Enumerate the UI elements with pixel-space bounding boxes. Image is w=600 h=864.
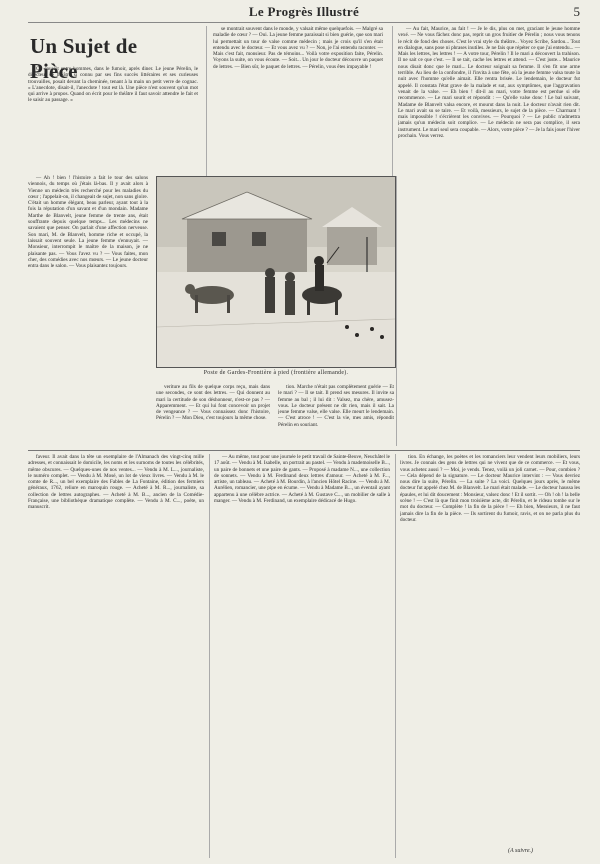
column-divider: [395, 454, 396, 858]
column-divider: [396, 176, 397, 446]
article-column-2-bottom-right: [278, 384, 394, 446]
paragraph: — Au même, tout pour une journée le petit travail de Sainte-Beuve, Neuchâtel le 17 août. — Vendu à M. Isabelle, un portrait au pastel. — Vendu à mademoiselle B..., un paire de bonnets et une paire de gants. — Proposé à madame N..., une collection de sonnets. — Vendu à M. Ferdinand deux lettres d'amour. — Acheté à M. F..., artiste, un tableau. — Acheté à M. Bourdin, à l'ancien Hôtel Racine. — Vendu à M. Aurélien, romancier, une pipe en écume. — Vendu à Madame B..., un éventail ayant appartenu à une célèbre actrice. — Acheté à M. Gustave C..., un mobilier de salle à manger. — Vendu à M. Ferdinand, un exemplaire dédicacé de Hugo.: [214, 454, 390, 505]
article-column-1-top: [28, 66, 198, 172]
section-rule: [28, 450, 580, 451]
paragraph: faveur. Il avait dans la tête un exemplaire de l'Almanach des vingt-cinq mille adresses, et connaissait le domicile, les noms et les surnoms de toutes les célébrités, même obscures. — Quelques-unes de nos ventes... — Vendu à M. L..., journaliste, le numéro complet. — Vendu à M. Mosé, un lot de vieux livres. — Vendu à M. le comte de R..., un bel exemplaire des Fables de La Fontaine, édition des fermiers généraux, 1762, reliure en maroquin rouge. — Acheté à M. R..., journaliste, sa collection de lettres autographes. — Acheté à M. B..., ancien de la Comédie-Française, une bibliothèque dramatique complète. — Vendu à M. C..., poète, un manuscrit.: [28, 454, 204, 511]
article-headline: Un Sujet de Pièce: [30, 34, 138, 83]
paragraph: se montrait souvent dans le monde, y valsait même quelquefois. — Malgré sa maladie de cœur ? — Oui. La jeune femme paraissait si bien guérie, que son mari lui permettait un tour de valse comme médecin ; mais je crois qu'il s'en était entendu avec le docteur. — Et vous avez vu ? — Non, je l'ai entendu raconter. — Mais c'est fait, monsieur. Pas de témoins... Voilà votre exposition faite, Pérelin. Voyons la suite, on vous écoute. — Soit... Un jour le docteur découvre un paquet de lettres. — Bien sûr, le paquet de lettres. — Pérelin, vous êtes impayable !: [213, 26, 383, 70]
article-column-1-mid: [28, 175, 148, 441]
article-column-2-top: [213, 26, 383, 172]
illustration: [156, 176, 396, 368]
bottom-column-2: [214, 454, 390, 858]
paragraph: On causait entre hommes, dans le fumoir, après diner. Le jeune Pérelin, le directeur de théâtre si connu par ses fins succès littéraires et ses curieuses trouvailles, posait devant la cheminée, tenant à la main un petit verre de cognac. « L'anecdote, disait-il, l'anecdote ! tout est là. Une pièce n'est souvent qu'un mot qui arrive à propos. Quand on écrit pour le théâtre il faut savoir attendre le fait et le saisir au passage. »: [28, 66, 198, 104]
column-divider: [206, 26, 207, 176]
column-divider: [209, 454, 210, 858]
paragraph: — Ah ! bien ! l'histoire a fait le tour des salons viennois, du temps où j'étais là-bas. Il y avait alors à Vienne un médecin très recherché pour les maladies du cœur ; l'appelait-on, il changeait de sujet, non sans gloire. C'était un homme élégant, beau parleur, ayant tout à la fois la réputation d'un savant et d'un mondain. Madame Marthe de Blanvelt, jeune femme de trente ans, était souffrante depuis quelque temps... Les médecins ne savaient que penser. On parlait d'une affection nerveuse. Son mari, M. de Blanvelt, homme riche et occupé, la laissait souvent seule. La jeune femme s'ennuyait. — Monsieur, interrompit le maître de la maison, je ne plaisante pas. — Vous l'avez vu ? — Vous faites, mon cher, des comédies avec nos mœurs. — Le jeune docteur entra dans le salon. — Vous plaisantez toujours.: [28, 175, 148, 270]
column-divider: [392, 26, 393, 176]
to-be-continued: (A suivre.): [508, 848, 533, 854]
paragraph: — Au fait, Maurice, au fait ! — Je le dis, plus on met, graciant le jeune homme vexé. — Ne vous fâchez donc pas, reprit un gros fruitier de Pérelin ; nous vous tenons le récit de fond des choses. C'est le vrai style du théâtre... Voyez Scribe, Sardou... Tout en dialogue, sans pose ni phrases inutiles. Je ne fais que répéter ce que j'ai entendu... — Mais les lettres, les lettres ! — A votre tour, Pérelin ! Il le mari a découvert la trahison. Il ne sait ce que c'est. — Il se tait, cache les lettres et attend. — C'est juste... Maurice nous disait donc que le mari... Le docteur soignait sa femme. Il s'en fit une arme terrible. Au lieu de la confondre, il l'invita à une fête, où la jeune femme valsa toute la nuit avec l'homme qu'elle aimait. Elle rentra brisée. Le lendemain, le docteur fut appelé. Il constata l'état grave de la malade et sut, aux symptômes, que l'aggravation venait de la valse. — Eh bien ! dit-il au mari, votre femme est perdue si elle recommence. — Le mari sourit et répondit : — Qu'elle valse donc ! Le bal suivant, Madame de Blanvelt valsa encore, et mourut dans la nuit. Le docteur n'avait rien dit. Le mari avait su se taire. — Et voilà, messieurs, le sujet de la pièce. — Charmant ! mais impossible ! s'écrièrent les convives. — Pourquoi ? — Le public n'admettra jamais qu'un médecin soit complice. — Le médecin ne sera pas complice, il sera instrument. Le mari seul sera coupable. — Alors, votre pièce ? — Je la fais jouer l'hiver prochain. Vous verrez.: [398, 26, 580, 140]
newspaper-title: Le Progrès Illustré: [248, 4, 360, 19]
paragraph: veriture au fils de quelque corps reçu, mais dans une secondes, ce sont des lettres. — Qui donnent au mari la certitude de son déshonneur, n'est-ce pas ? — Apparemment. — Et qui lui font concevoir un projet de vengeance ? — Vous connaissez donc l'histoire, Pérelin ? — Mon Dieu, c'est toujours la même chose.: [156, 384, 270, 422]
paragraph: tion. En échange, les poètes et les romanciers leur vendent leurs mobiliers, leurs livres. Je connais des gens de lettres qui ne vivent que de ce commerce. — Et vous, vous achetez aussi ? — Moi, je vends. Tenez, voilà un joli carnet. — Pour, combien ? — Cela dépend de la signature. — Le docteur Maurice intervint : — Vous devriez nous dire la suite, Pérelin. — La suite ? La voici. Quelques jours après, le même docteur fut appelé chez M. de Blanvelt. Le mari était malade. — Le docteur haussa les épaules, et lui dit doucement : Monsieur, valsez donc ! Et il sortit. — Oh ! oh ! la belle scène ! — C'est là que finit mon troisième acte, dit Pérelin, et le rideau tombe sur le mot du docteur. — Complète ! la fin de la pièce ! — Eh bien, Messieurs, il ne faut jamais dire la fin de la pièce. — Ils sortirent du fumoir, ravis, et on ne parla plus du docteur.: [400, 454, 580, 523]
page-header: [28, 4, 580, 23]
border-post-illustration: [157, 177, 395, 367]
article-column-2-bottom-left: [156, 384, 270, 446]
article-column-3: [398, 26, 580, 442]
bottom-column-3: [400, 454, 580, 858]
page-number: 5: [573, 4, 580, 19]
paragraph: tion. Marche n'était pas complètement guérie — Et le mari ? — Il se tait. Il prend ses mesures. Il invite sa femme au bal ; il lui dit : Valsez, ma chère, amusez-vous. Le docteur présent ne dit rien, mais il sait. La jeune femme valse, elle valse. Elle meurt le lendemain. — C'est atroce ! — C'est la vie, mes amis, répondit Pérelin en souriant.: [278, 384, 394, 428]
newspaper-page: [28, 0, 580, 864]
bottom-column-1: [28, 454, 204, 858]
illustration-caption: Poste de Gardes-Frontière à pied (frontière allemande).: [203, 370, 349, 376]
